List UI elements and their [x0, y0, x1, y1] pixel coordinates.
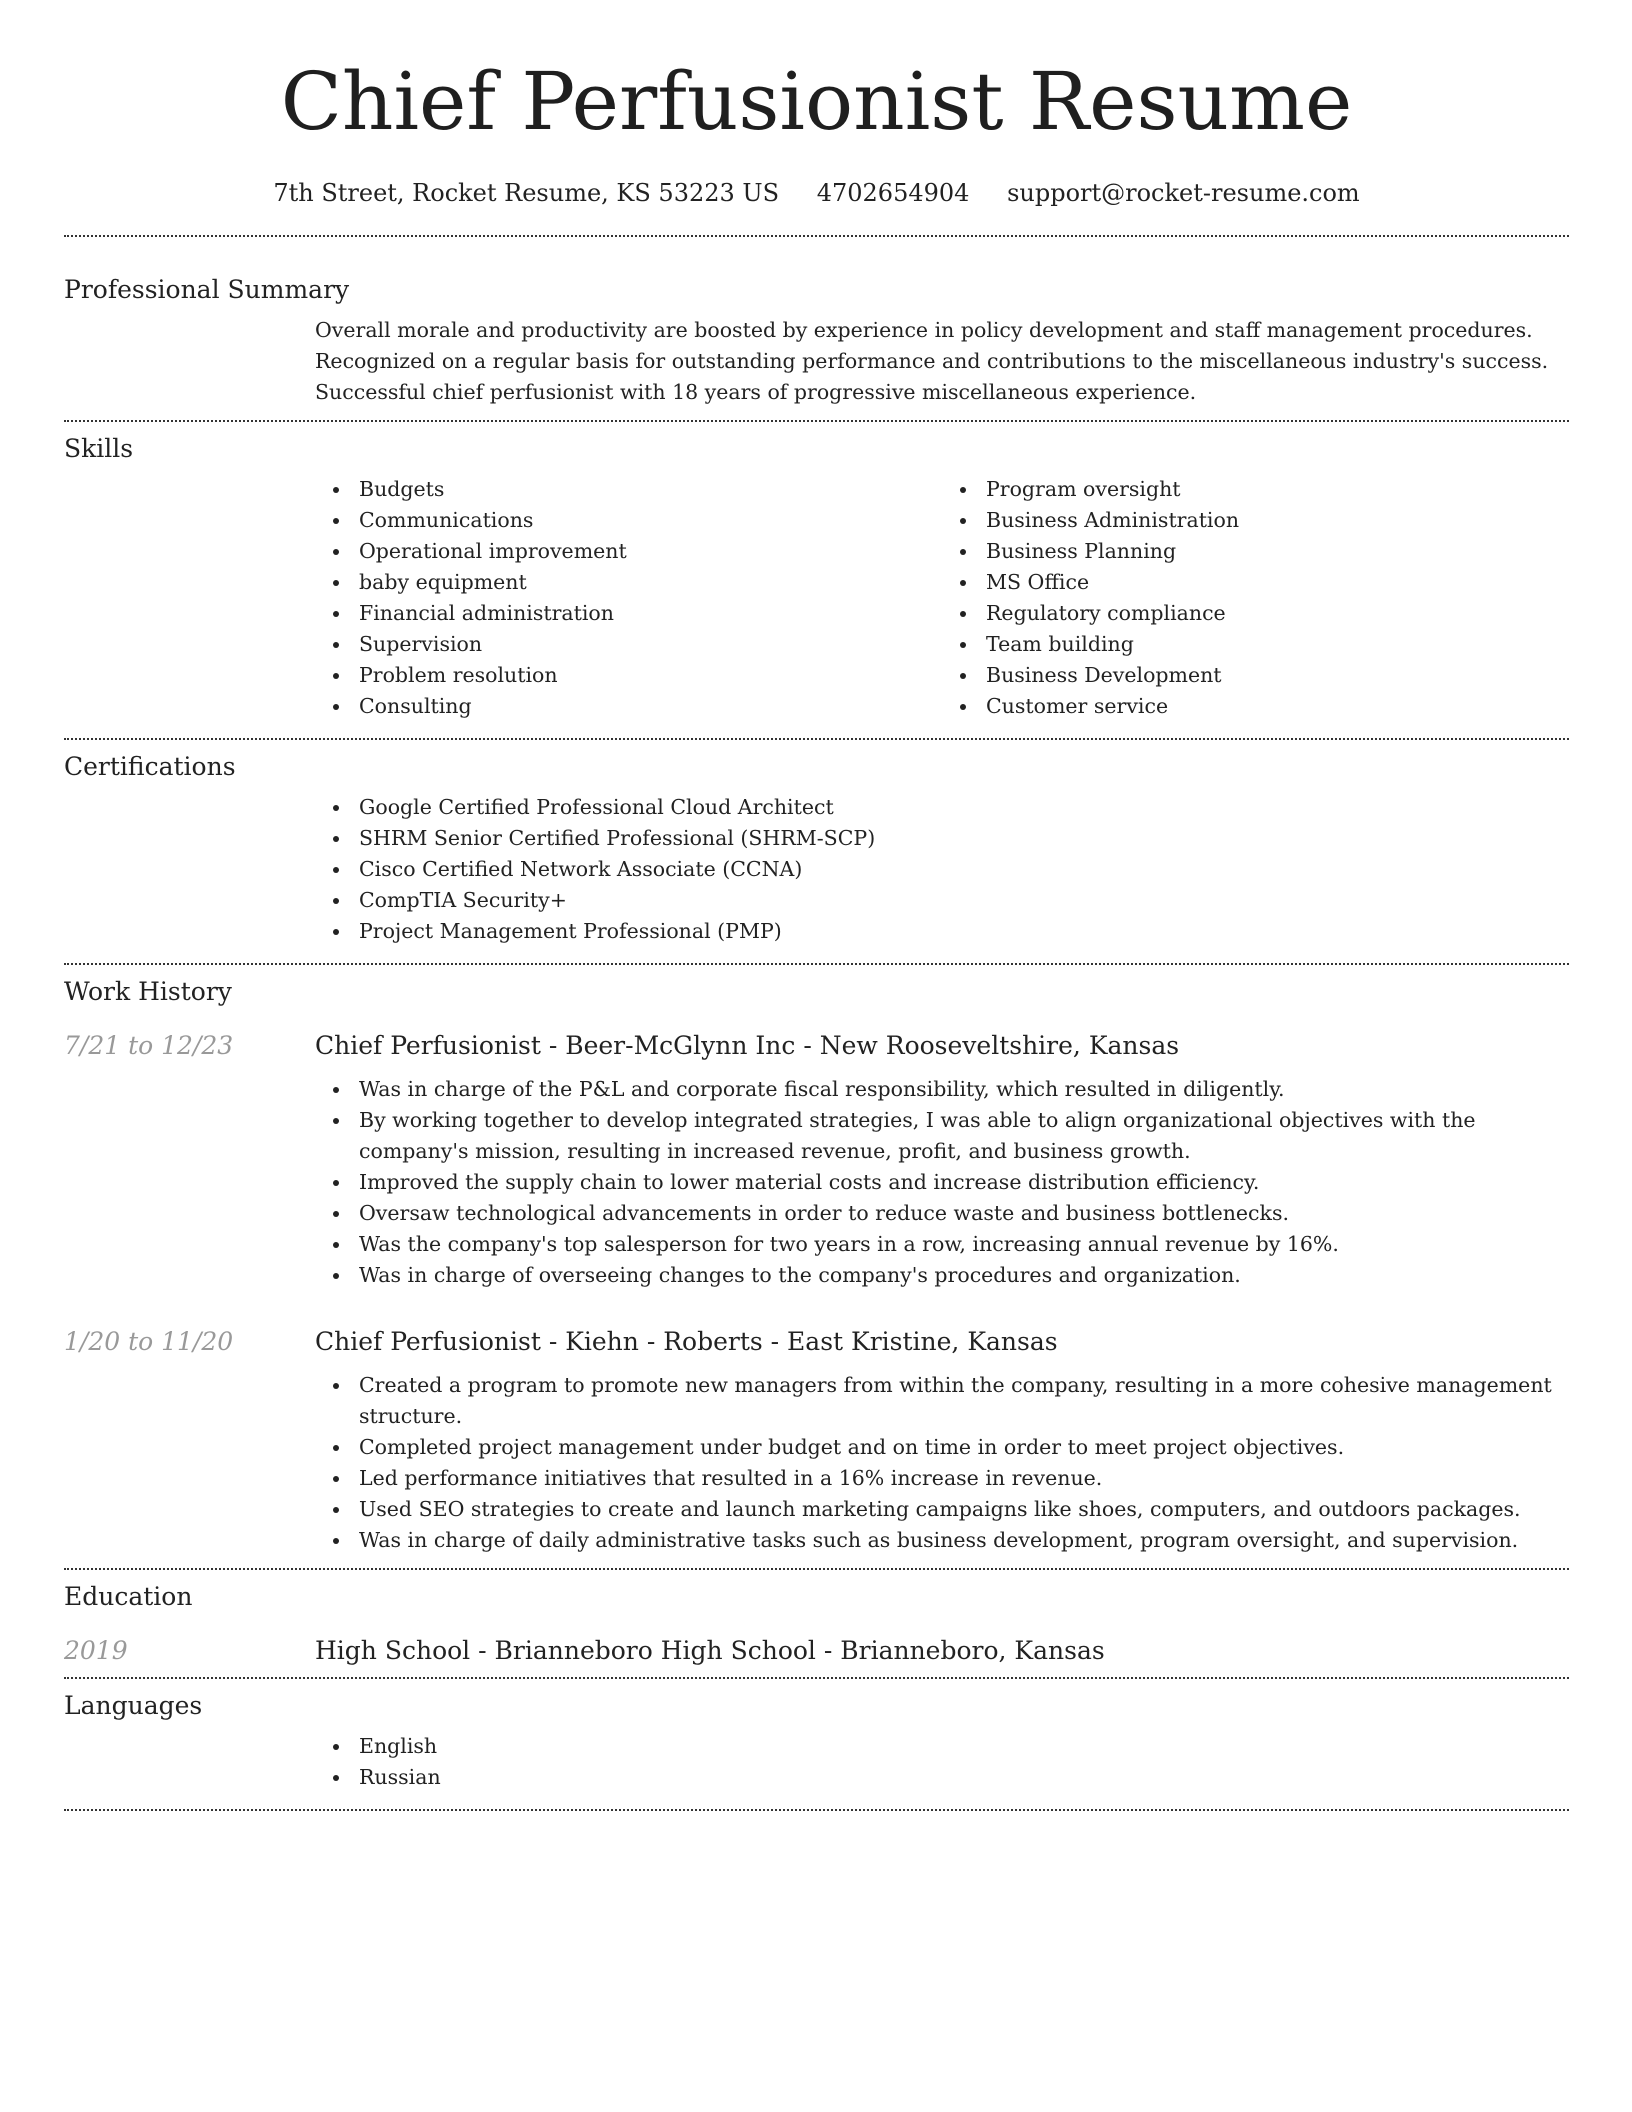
contact-phone: 4702654904: [816, 179, 970, 207]
skill-item: MS Office: [986, 567, 1569, 598]
job-bullet: Improved the supply chain to lower material costs and increase distribution efficiency.: [359, 1167, 1569, 1198]
skills-section: [64, 422, 1569, 738]
job-dates: 1/20 to 11/20: [64, 1327, 234, 1356]
job-entry: [64, 1031, 1569, 1291]
certifications-body: [315, 792, 1569, 947]
job-details: [315, 1074, 1569, 1291]
certification-item: Cisco Certified Network Associate (CCNA): [359, 854, 1569, 885]
languages-section: [64, 1679, 1569, 1809]
certification-item: Google Certified Professional Cloud Architect: [359, 792, 1569, 823]
certification-item: CompTIA Security+: [359, 885, 1569, 916]
job-bullet: Was in charge of the P&L and corporate fiscal responsibility, which resulted in diligently.: [359, 1074, 1569, 1105]
job-header: [64, 1031, 1569, 1060]
contact-address: 7th Street, Rocket Resume, KS 53223 US: [273, 179, 780, 207]
job-bullet: Oversaw technological advancements in order to reduce waste and business bottlenecks.: [359, 1198, 1569, 1229]
job-bullet: Created a program to promote new managers from within the company, resulting in a more cohesive management structure.: [359, 1370, 1569, 1432]
work-section: [64, 965, 1569, 1568]
job-bullet: Used SEO strategies to create and launch marketing campaigns like shoes, computers, and outdoors packages.: [359, 1494, 1569, 1525]
job-bullets: [315, 1370, 1569, 1556]
resume-page: [64, 0, 1569, 1811]
education-section: [64, 1570, 1569, 1677]
education-entry: [64, 1636, 1569, 1665]
page-title: Chief Perfusionist Resume: [280, 55, 1353, 148]
skill-item: Business Administration: [986, 505, 1569, 536]
summary-title: Professional Summary: [64, 275, 350, 304]
skill-item: Financial administration: [359, 598, 942, 629]
skill-item: Communications: [359, 505, 942, 536]
skill-item: Customer service: [986, 691, 1569, 722]
job-heading: Chief Perfusionist - Kiehn - Roberts - East Kristine, Kansas: [315, 1327, 1058, 1356]
job-dates: 7/21 to 12/23: [64, 1031, 234, 1060]
job-bullet: Led performance initiatives that resulted in a 16% increase in revenue.: [359, 1463, 1569, 1494]
summary-body: [315, 315, 1569, 408]
work-title: Work History: [64, 977, 232, 1006]
skill-item: Budgets: [359, 474, 942, 505]
skills-list: [315, 474, 1569, 722]
summary-section: [64, 237, 1569, 420]
contact-email: support@rocket-resume.com: [1007, 179, 1360, 207]
language-item: English: [359, 1731, 1569, 1762]
skill-item: Problem resolution: [359, 660, 942, 691]
education-title: Education: [64, 1582, 193, 1611]
job-header: [64, 1327, 1569, 1356]
skill-item: Program oversight: [986, 474, 1569, 505]
job-bullet: Was in charge of overseeing changes to the company's procedures and organization.: [359, 1260, 1569, 1291]
summary-line: Successful chief perfusionist with 18 years of progressive miscellaneous experience.: [315, 380, 1197, 404]
certification-item: SHRM Senior Certified Professional (SHRM-SCP): [359, 823, 1569, 854]
skill-item: baby equipment: [359, 567, 942, 598]
job-bullet: Completed project management under budget and on time in order to meet project objectives.: [359, 1432, 1569, 1463]
job-entry: [64, 1327, 1569, 1556]
languages-body: [315, 1731, 1569, 1793]
skills-column-right: [942, 474, 1569, 722]
job-heading: Chief Perfusionist - Beer-McGlynn Inc - New Rooseveltshire, Kansas: [315, 1031, 1180, 1060]
skills-column-left: [315, 474, 942, 722]
contact-line: [64, 176, 1569, 210]
divider: [64, 1809, 1569, 1811]
job-bullets: [315, 1074, 1569, 1291]
skill-item: Regulatory compliance: [986, 598, 1569, 629]
skill-item: Business Development: [986, 660, 1569, 691]
languages-title: Languages: [64, 1691, 203, 1720]
certifications-list: [315, 792, 1569, 947]
skills-title: Skills: [64, 434, 134, 463]
skill-item: Consulting: [359, 691, 942, 722]
job-bullet: By working together to develop integrated strategies, I was able to align organizational objectives with the company's mission, resulting in increased revenue, profit, and business growth.: [359, 1105, 1569, 1167]
job-bullet: Was in charge of daily administrative tasks such as business development, program oversight, and supervision.: [359, 1525, 1569, 1556]
certifications-title: Certifications: [64, 752, 236, 781]
skill-item: Business Planning: [986, 536, 1569, 567]
education-heading: High School - Brianneboro High School - Brianneboro, Kansas: [315, 1636, 1105, 1665]
skill-item: Operational improvement: [359, 536, 942, 567]
certification-item: Project Management Professional (PMP): [359, 916, 1569, 947]
skill-item: Team building: [986, 629, 1569, 660]
language-item: Russian: [359, 1762, 1569, 1793]
summary-line: Recognized on a regular basis for outstanding performance and contributions to the miscellaneous industry's success.: [315, 349, 1549, 373]
job-details: [315, 1370, 1569, 1556]
summary-line: Overall morale and productivity are boosted by experience in policy development and staff management procedures.: [315, 318, 1533, 342]
certifications-section: [64, 740, 1569, 963]
skill-item: Supervision: [359, 629, 942, 660]
job-bullet: Was the company's top salesperson for two years in a row, increasing annual revenue by 16%.: [359, 1229, 1569, 1260]
languages-list: [315, 1731, 1569, 1793]
education-year: 2019: [64, 1636, 128, 1665]
